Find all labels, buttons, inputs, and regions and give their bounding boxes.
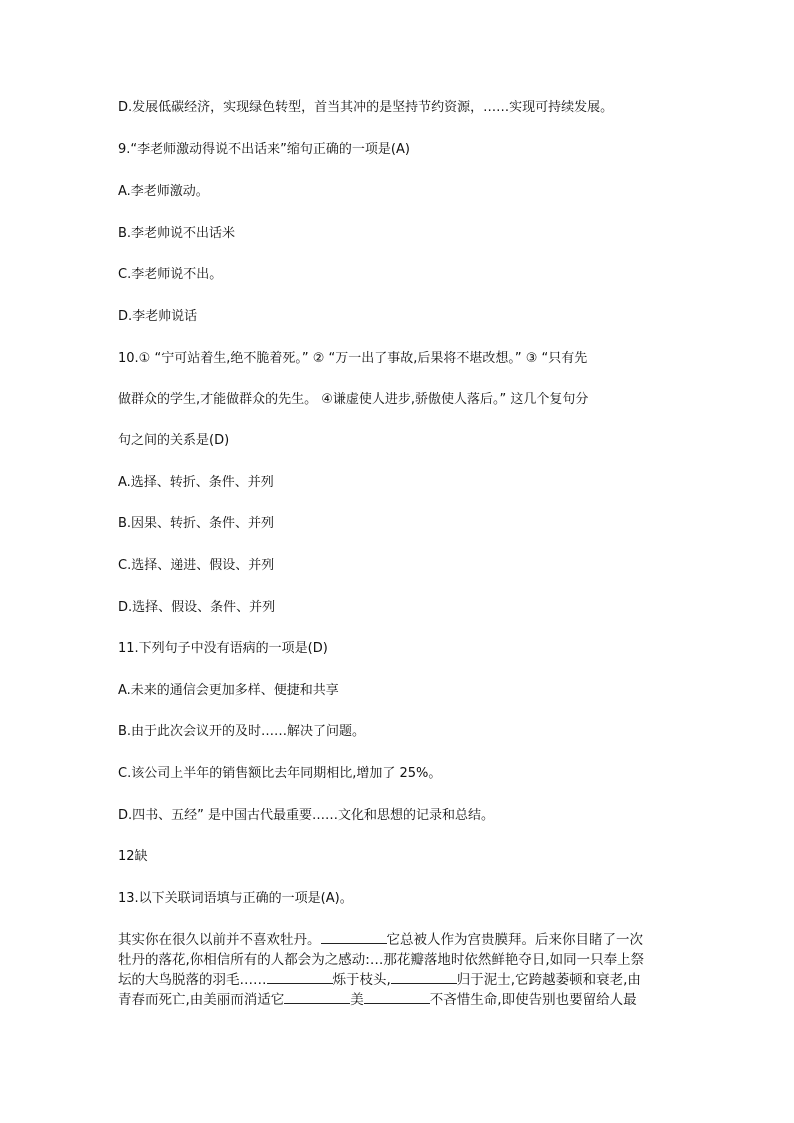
passage-text: 青春而死亡,由美丽而消适它 — [118, 992, 285, 1008]
option-9b: B.李老帅说不出话米 — [118, 226, 236, 241]
option-9c: C.李老师说不出。 — [118, 267, 223, 282]
passage-text: 美 — [350, 992, 364, 1008]
option-10a: A.选择、转折、条件、并列 — [118, 475, 274, 490]
question-10-line-3: 句之间的关系是(D) — [118, 433, 230, 448]
passage-line-4 — [118, 990, 678, 1010]
passage-text: 其实你在很久以前并不喜欢牡丹。 — [118, 932, 321, 948]
fill-blank — [321, 930, 387, 944]
passage-line-1 — [118, 930, 678, 950]
passage-text: 坛的大鸟脱落的羽毛…… — [118, 972, 267, 988]
passage-text: 归于泥士,它跨越萎顿和衰老,由 — [456, 972, 641, 988]
passage-text: 它总被人作为宫贵膜拜。后来你目睹了一次 — [386, 932, 643, 948]
option-10d: D.选择、假设、条件、并列 — [118, 600, 276, 615]
passage-line-3 — [118, 970, 678, 990]
option-8d: D.发展低碳经济，实现绿色转型，首当其冲的是坚持节约资源，……实现可持续发展。 — [118, 100, 614, 115]
passage-line-2: 牡丹的落花,你相信所有的人都会为之感动:…那花瓣落地时依然鲜艳夺日,如同一只奉上祭 — [118, 952, 645, 968]
option-10b: B.因果、转折、条件、并列 — [118, 516, 275, 531]
reading-passage — [118, 930, 678, 1010]
option-9a: A.李老师激动。 — [118, 184, 209, 199]
fill-blank — [284, 990, 350, 1004]
option-11c: C.该公司上半年的销售额比去年同期相比,增加了 25%。 — [118, 766, 442, 781]
question-13: 13.以下关联词语填与正确的一项是(A)。 — [118, 891, 353, 906]
fill-blank — [364, 990, 430, 1004]
option-11d: D.四书、五经” 是中国古代最重要……文化和思想的记录和总结。 — [118, 808, 495, 823]
option-11b: B.由于此次会议开的及时……解决了问题。 — [118, 724, 366, 739]
option-10c: C.选择、递进、假设、并列 — [118, 558, 275, 573]
option-11a: A.未来的通信会更加多样、便捷和共享 — [118, 683, 339, 698]
fill-blank — [391, 970, 457, 984]
question-10-line-1: 10.① “宁可站着生,绝不脆着死。” ② “万一出了事故,后果将不堪改想。” ③ “只有先 — [118, 351, 588, 366]
question-12: 12缺 — [118, 849, 148, 864]
question-11: 11.下列句子中没有语病的一项是(D) — [118, 641, 328, 656]
question-9: 9.“李老师激动得说不出话来”缩句正确的一项是(A) — [118, 142, 410, 157]
question-10-line-2: 做群众的学生,才能做群众的先生。 ④谦虚使人进步,骄傲使人落后。” 这几个复句分 — [118, 392, 589, 407]
option-9d: D.李老帅说话 — [118, 309, 198, 324]
passage-text: 烁于枝头, — [332, 972, 391, 988]
fill-blank — [267, 970, 333, 984]
passage-text: 不吝惜生命,即使告别也要留给人最 — [429, 992, 637, 1008]
